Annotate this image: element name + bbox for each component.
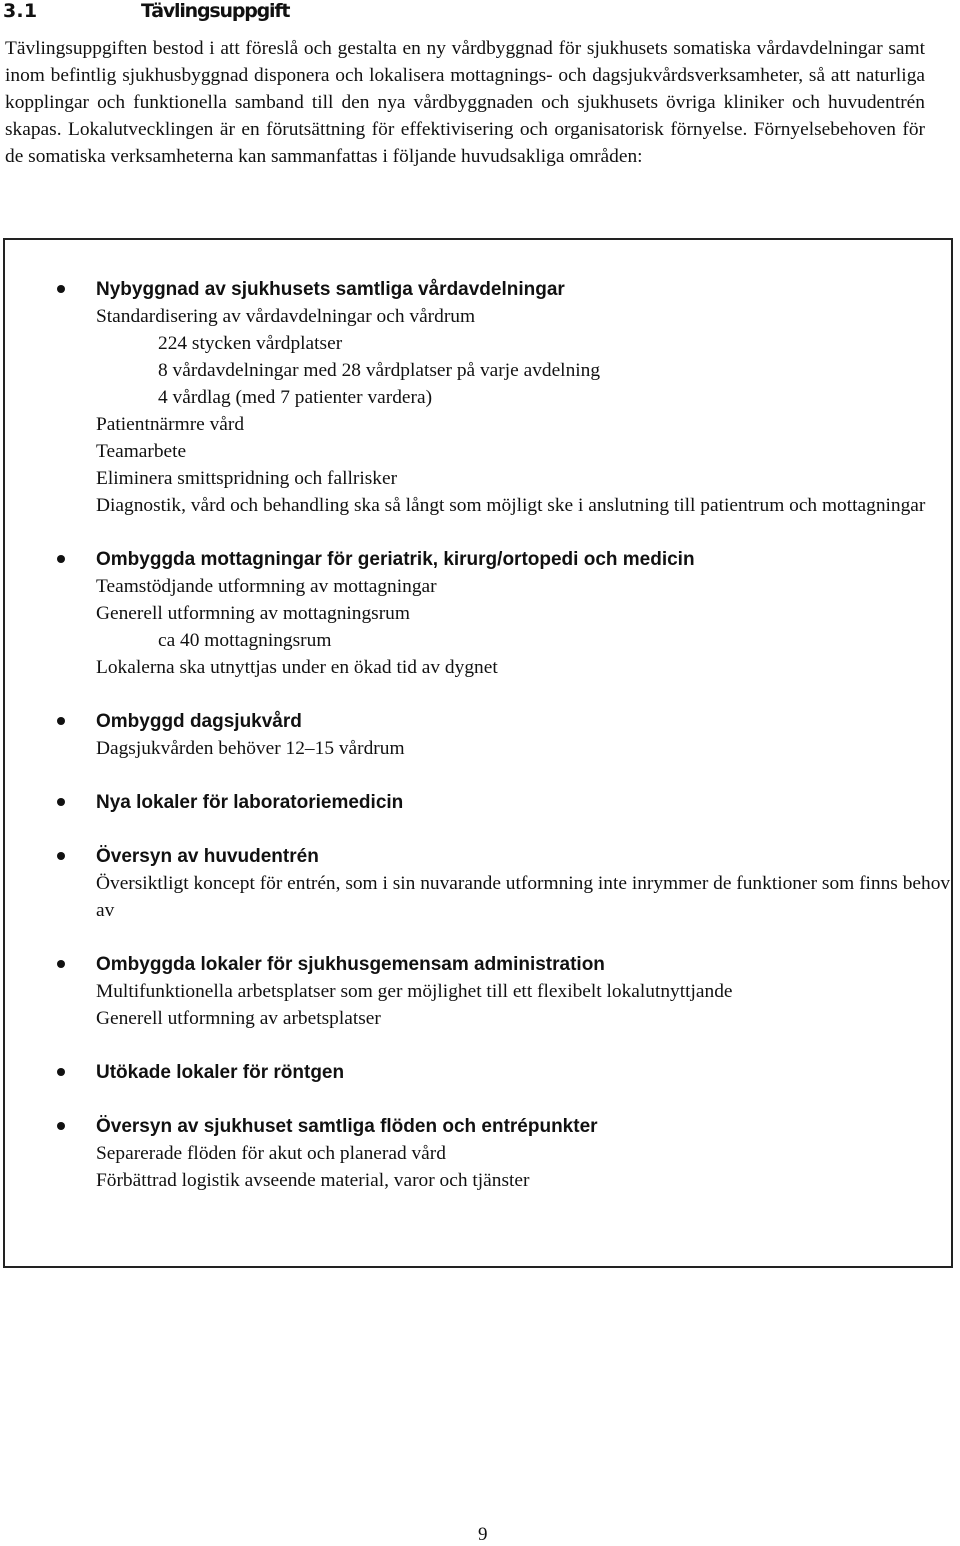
list-item-title: Nybyggnad av sjukhusets samtliga vårdavdelningar [96,279,565,300]
list-item [5,951,951,1032]
list-item-detail: Multifunktionella arbetsplatser som ger möjlighet till ett flexibelt lokalutnyttjande [96,981,733,1002]
list-item-detail: Generell utformning av arbetsplatser [96,1008,381,1029]
list-item-detail: Eliminera smittspridning och fallrisker [96,468,398,489]
list-item-detail: Diagnostik, vård och behandling ska så långt som möjligt ske i anslutning till patientrum och mottagningar [96,495,926,516]
bullet-icon [57,717,65,725]
list-item [5,1113,951,1194]
bullet-icon [57,555,65,563]
bullet-icon [57,1122,65,1130]
list-item-detail: ca 40 mottagningsrum [158,630,332,651]
list-item-title: Ombyggda lokaler för sjukhusgemensam administration [96,954,605,975]
list-item-detail: Teamarbete [96,441,187,462]
list-item-detail: 4 vårdlag (med 7 patienter vardera) [158,387,433,408]
list-item-detail: Patientnärmre vård [96,414,245,435]
list-item-title: Översyn av huvudentrén [96,846,319,867]
list-item-title: Ombyggda mottagningar för geriatrik, kirurg/ortopedi och medicin [96,549,695,570]
list-item-detail: Teamstödjande utformning av mottagningar [96,576,437,597]
list-item-title: Ombyggd dagsjukvård [96,711,302,732]
requirements-box [3,238,953,1268]
bullet-icon [57,960,65,968]
list-item-detail: Översiktligt koncept för entrén, som i sin nuvarande utformning inte inrymmer de funktioner som finns behov av [96,873,951,921]
bullet-icon [57,798,65,806]
intro-paragraph: Tävlingsuppgiften bestod i att föreslå och gestalta en ny vårdbyggnad för sjukhusets somatiska vårdavdelningar samt inom befintlig sjukhusbyggnad disponera och lokalisera mottagnings- och dagsjukvårdsverksamheter, så att naturliga kopplingar och funktionella samband till den nya vårdbyggnaden och sjukhusets övriga kliniker och huvudentrén skapas. Lokalutvecklingen är en förutsättning för effektivisering och organisatorisk förnyelse. Förnyelsebehoven för de somatiska verksamheterna kan sammanfattas i följande huvudsakliga områden: [5,38,925,167]
list-item-detail: Standardisering av vårdavdelningar och vårdrum [96,306,476,327]
list-item [5,843,951,924]
list-item-title: Översyn av sjukhuset samtliga flöden och entrépunkter [96,1116,598,1137]
list-item-title: Utökade lokaler för röntgen [96,1062,345,1083]
bullet-icon [57,1068,65,1076]
list-item-detail: 224 stycken vårdplatser [158,333,343,354]
list-item [5,789,951,816]
section-title: Tävlingsuppgift [141,0,290,22]
list-item [5,1059,951,1086]
list-item-detail: Separerade flöden för akut och planerad vård [96,1143,446,1164]
section-heading [3,0,289,22]
list-item-title: Nya lokaler för laboratoriemedicin [96,792,404,813]
list-item-detail: Dagsjukvården behöver 12–15 vårdrum [96,738,405,759]
section-number: 3.1 [3,0,38,22]
list-item-detail: Förbättrad logistik avseende material, varor och tjänster [96,1170,530,1191]
list-item-detail: Lokalerna ska utnyttjas under en ökad tid av dygnet [96,657,498,678]
intro-text [5,35,925,170]
list-item-detail: Generell utformning av mottagningsrum [96,603,410,624]
list-item [5,546,951,681]
requirements-list [5,276,951,1221]
page-number: 9 [478,1524,488,1545]
bullet-icon [57,285,65,293]
bullet-icon [57,852,65,860]
list-item-detail: 8 vårdavdelningar med 28 vårdplatser på varje avdelning [158,360,601,381]
list-item [5,276,951,519]
list-item [5,708,951,762]
